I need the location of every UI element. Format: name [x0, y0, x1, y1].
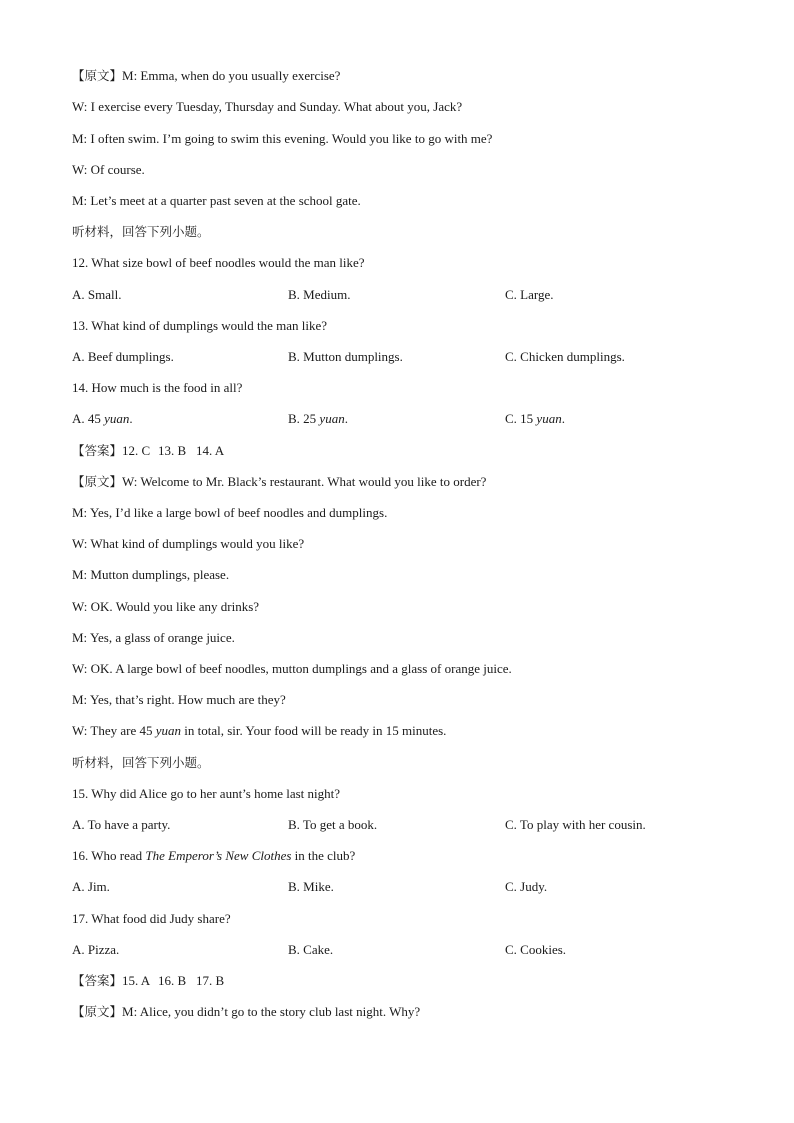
- answer-item: 14. A: [196, 443, 225, 458]
- question-stem: 16. Who read The Emperor’s New Clothes in the club?: [72, 848, 356, 863]
- option-b: B. Cake.: [288, 942, 334, 957]
- question-stem: 14. How much is the food in all?: [72, 380, 243, 395]
- book-title: The Emperor’s New Clothes: [145, 848, 292, 863]
- answer-tag: 【答案】: [72, 973, 123, 988]
- option-a: A. Pizza.: [72, 942, 120, 957]
- option-b: B. Mike.: [288, 879, 334, 894]
- option-a: A. Small.: [72, 287, 122, 302]
- dialogue-line: M: Let’s meet at a quarter past seven at the school gate.: [72, 193, 361, 208]
- original-tag: 【原文】: [72, 1004, 123, 1019]
- dialogue-line: M: Yes, that’s right. How much are they?: [72, 692, 286, 707]
- dialogue-line: [72, 474, 486, 490]
- option-a: A. 45 yuan.: [72, 411, 133, 426]
- question-stem: 13. What kind of dumplings would the man like?: [72, 318, 328, 333]
- dialogue-line: W: I exercise every Tuesday, Thursday and Sunday. What about you, Jack?: [72, 99, 463, 114]
- dialogue-text: M: Alice, you didn’t go to the story club last night. Why?: [122, 1004, 421, 1019]
- option-b: B. Medium.: [288, 287, 351, 302]
- dialogue-line: M: Yes, I’d like a large bowl of beef noodles and dumplings.: [72, 505, 388, 520]
- dialogue-line: W: OK. A large bowl of beef noodles, mutton dumplings and a glass of orange juice.: [72, 661, 512, 676]
- option-c: C. To play with her cousin.: [505, 817, 646, 832]
- answer-item: 17. B: [196, 973, 225, 988]
- question-stem: 17. What food did Judy share?: [72, 911, 231, 926]
- dialogue-text: M: Emma, when do you usually exercise?: [122, 68, 341, 83]
- dialogue-line: M: Mutton dumplings, please.: [72, 567, 230, 582]
- instruction: 听材料，回答下列小题。: [72, 224, 210, 239]
- option-a: A. Jim.: [72, 879, 110, 894]
- option-b: B. 25 yuan.: [288, 411, 348, 426]
- question-stem: 15. Why did Alice go to her aunt’s home last night?: [72, 786, 341, 801]
- answer-tag: 【答案】: [72, 443, 123, 458]
- unit-yuan: yuan: [104, 411, 130, 426]
- dialogue-text: W: Welcome to Mr. Black’s restaurant. What would you like to order?: [122, 474, 487, 489]
- original-tag: 【原文】: [72, 68, 123, 83]
- option-c: C. 15 yuan.: [505, 411, 565, 426]
- dialogue-line: M: Yes, a glass of orange juice.: [72, 630, 235, 645]
- option-c: C. Chicken dumplings.: [505, 349, 625, 364]
- option-c: C. Cookies.: [505, 942, 567, 957]
- dialogue-line: W: OK. Would you like any drinks?: [72, 599, 260, 614]
- dialogue-line: [72, 68, 340, 84]
- question-stem: 12. What size bowl of beef noodles would the man like?: [72, 255, 365, 270]
- option-c: C. Judy.: [505, 879, 548, 894]
- dialogue-line: [72, 1004, 420, 1020]
- option-c: C. Large.: [505, 287, 554, 302]
- answer-item: 16. B: [158, 973, 187, 988]
- dialogue-line: M: I often swim. I’m going to swim this evening. Would you like to go with me?: [72, 131, 493, 146]
- answer-item: 12. C: [122, 443, 151, 458]
- option-a: A. To have a party.: [72, 817, 171, 832]
- dialogue-line: W: They are 45 yuan in total, sir. Your food will be ready in 15 minutes.: [72, 723, 447, 738]
- original-tag: 【原文】: [72, 474, 123, 489]
- dialogue-line: W: What kind of dumplings would you like?: [72, 536, 305, 551]
- answer-line: [72, 443, 224, 459]
- answer-item: 13. B: [158, 443, 187, 458]
- unit-yuan: yuan: [536, 411, 562, 426]
- instruction: 听材料，回答下列小题。: [72, 755, 210, 770]
- option-b: B. To get a book.: [288, 817, 378, 832]
- unit-yuan: yuan: [319, 411, 345, 426]
- unit-yuan: yuan: [155, 723, 182, 738]
- dialogue-line: W: Of course.: [72, 162, 145, 177]
- option-a: A. Beef dumplings.: [72, 349, 174, 364]
- answer-item: 15. A: [122, 973, 151, 988]
- option-b: B. Mutton dumplings.: [288, 349, 403, 364]
- answer-line: [72, 973, 224, 989]
